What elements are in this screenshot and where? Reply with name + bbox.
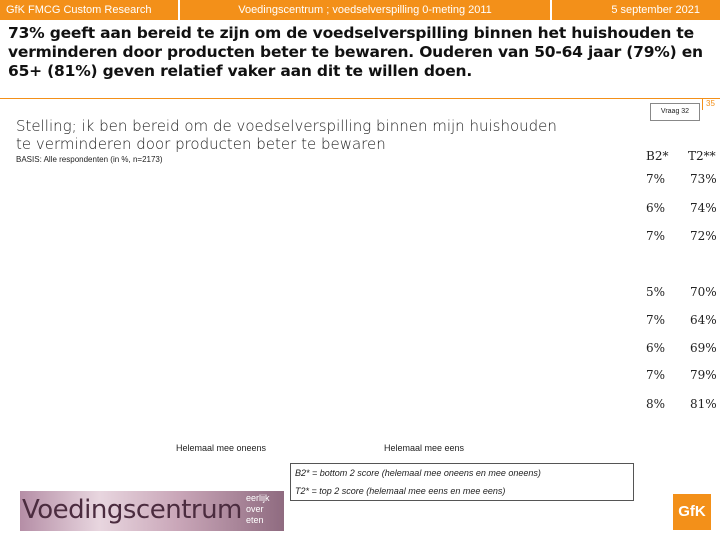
footnote-b2: B2* = bottom 2 score (helemaal mee oneens en mee oneens) <box>295 468 541 478</box>
b2-value: 7% <box>646 313 666 327</box>
voedingscentrum-logo-word: Voedingscentrum <box>22 495 242 525</box>
basis-note: BASIS: Alle respondenten (in %, n=2173) <box>16 155 163 164</box>
chart-statement: Stelling; ik ben bereid om de voedselverspilling binnen mijn huishouden te verminderen door producten beter te bewaren <box>16 117 557 153</box>
b2-value: 6% <box>646 201 666 215</box>
t2-value: 64% <box>690 313 717 327</box>
t2-value: 79% <box>690 368 717 382</box>
gfk-logo: GfK <box>673 494 711 530</box>
b2-value: 6% <box>646 341 666 355</box>
t2-value: 69% <box>690 341 717 355</box>
slide-headline: 73% geeft aan bereid te zijn om de voedselverspilling binnen het huishouden te verminderen door producten beter te bewaren. Ouderen van 50-64 jaar (79%) en 65+ (81%) geven relatief vaker aan dit te willen doen. <box>8 24 703 80</box>
t2-value: 72% <box>690 229 717 243</box>
question-reference: Vraag 32 <box>650 103 700 121</box>
footnote-box <box>290 463 634 501</box>
t2-value: 70% <box>690 285 717 299</box>
corner-divider <box>702 98 703 110</box>
column-header-b2: B2* <box>646 149 669 163</box>
b2-value: 8% <box>646 397 666 411</box>
b2-value: 7% <box>646 368 666 382</box>
legend-left-label: Helemaal mee oneens <box>176 443 267 453</box>
b2-value: 7% <box>646 229 666 243</box>
t2-value: 74% <box>690 201 717 215</box>
headline-divider <box>0 98 720 99</box>
logo-tagline-1: eerlijk <box>246 493 270 503</box>
column-header-t2: T2** <box>688 149 716 163</box>
header-date-label: 5 september 2021 <box>552 0 720 20</box>
header-left-label: GfK FMCG Custom Research <box>0 0 178 20</box>
slide-number: 35 <box>706 99 715 108</box>
footnote-t2: T2* = top 2 score (helemaal mee eens en mee eens) <box>295 486 506 496</box>
t2-value: 81% <box>690 397 717 411</box>
header-bar <box>0 0 720 20</box>
logo-tagline-3: eten <box>246 515 264 525</box>
legend-right-label: Helemaal mee eens <box>384 443 465 453</box>
b2-value: 7% <box>646 172 666 186</box>
voedingscentrum-logo <box>20 491 284 531</box>
b2-value: 5% <box>646 285 666 299</box>
t2-value: 73% <box>690 172 717 186</box>
logo-tagline-2: over <box>246 504 264 514</box>
header-center-label: Voedingscentrum ; voedselverspilling 0-meting 2011 <box>180 0 550 20</box>
